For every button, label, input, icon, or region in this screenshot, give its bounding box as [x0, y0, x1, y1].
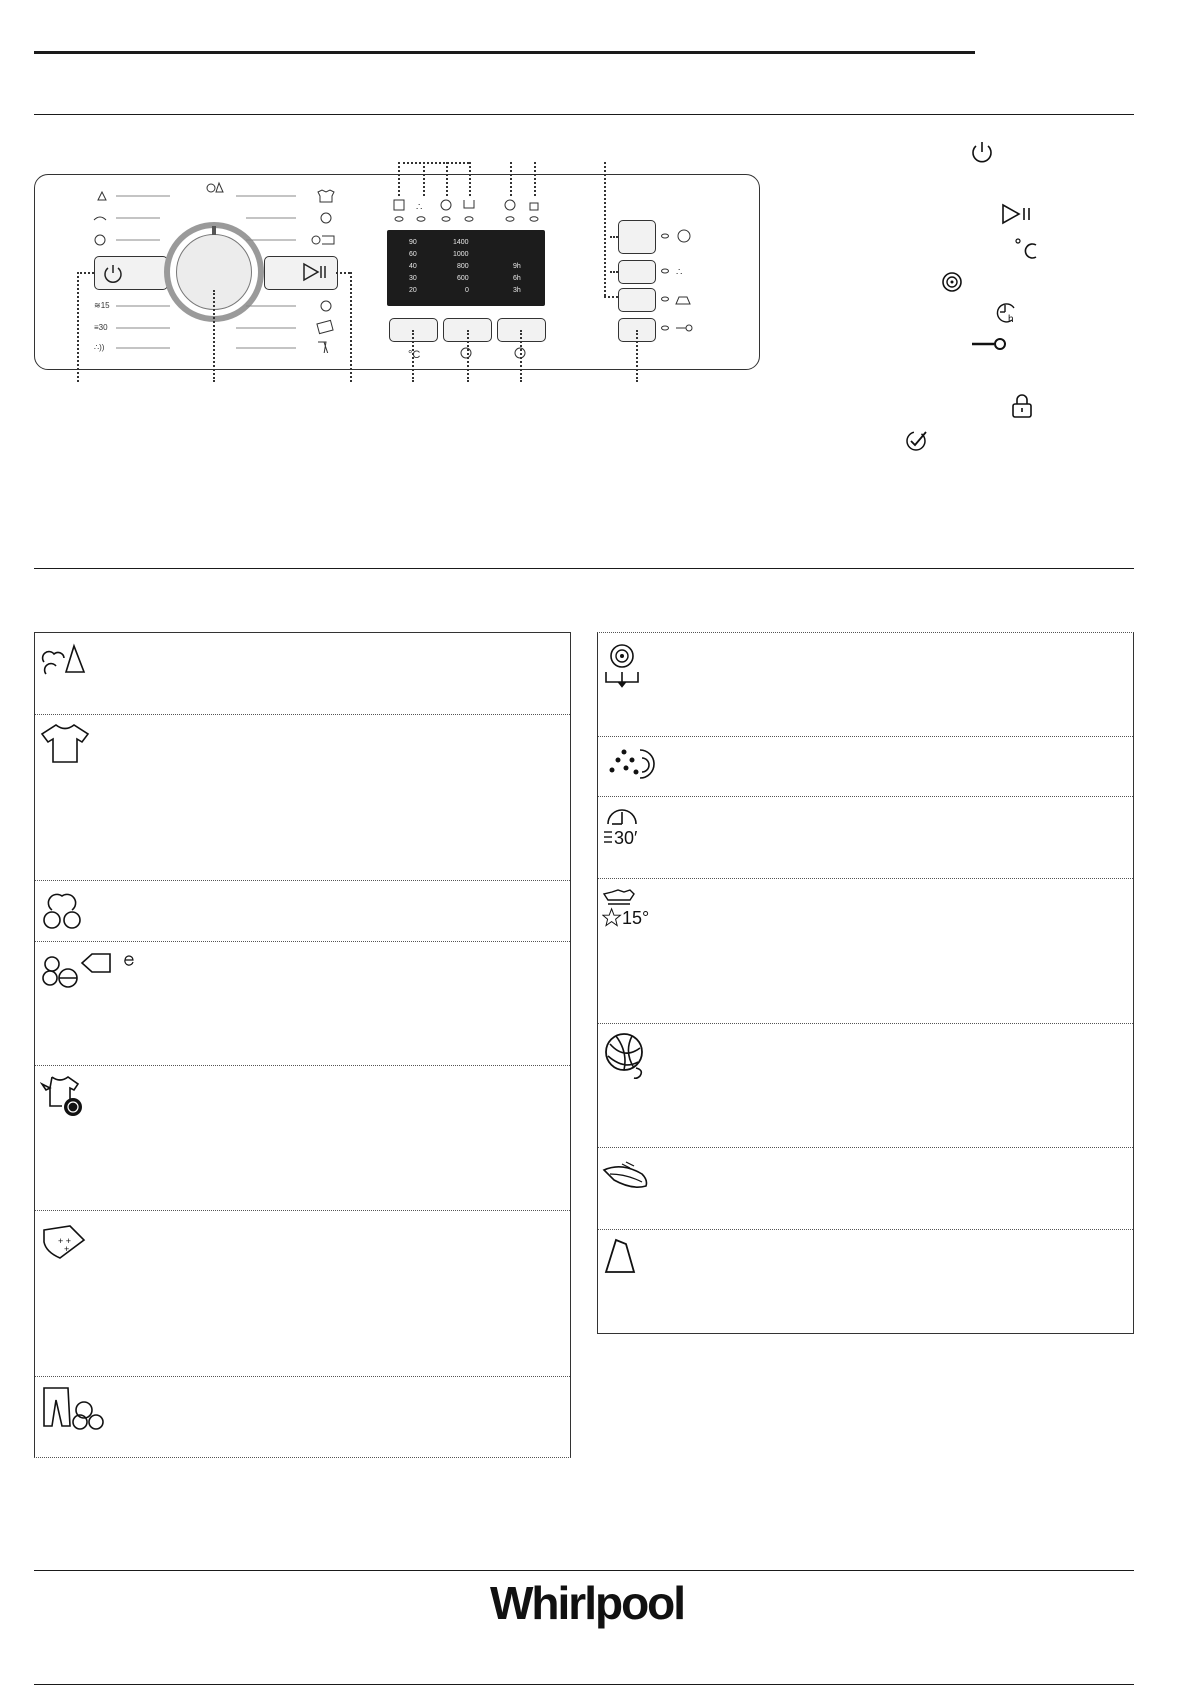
- callout-line: [534, 162, 536, 196]
- jeans-cotton-icon: [40, 1384, 108, 1430]
- svg-text:30′: 30′: [614, 828, 638, 848]
- spin-icon: [940, 270, 964, 294]
- start-pause-icon: [1001, 203, 1033, 225]
- callout-line: [610, 236, 618, 238]
- mixed-program-top-icon: [206, 180, 224, 194]
- svg-text:h: h: [1008, 314, 1014, 325]
- check-icon: [904, 427, 930, 453]
- spin-800: 800: [457, 263, 469, 270]
- status-indicators: [390, 196, 550, 224]
- power-icon: [970, 140, 994, 164]
- callout-line: [77, 272, 79, 382]
- callout-line: [398, 162, 400, 196]
- row-divider: [35, 1210, 570, 1211]
- delay-3h: 3h: [513, 287, 521, 294]
- cotton-icon: [40, 890, 84, 932]
- temp-30: 30: [409, 275, 417, 282]
- callout-line: [604, 296, 618, 298]
- footer-rule: [34, 1570, 1134, 1571]
- wool-icon: [602, 1030, 648, 1080]
- delay-9h: 9h: [513, 263, 521, 270]
- row-divider: [35, 941, 570, 942]
- callout-line: [467, 330, 469, 382]
- rapid-30-icon: [602, 804, 658, 848]
- spin-1000: 1000: [453, 251, 469, 258]
- temp-40: 40: [409, 263, 417, 270]
- spin-600: 600: [457, 275, 469, 282]
- svg-text:≋15: ≋15: [94, 301, 110, 310]
- row-divider: [598, 1023, 1133, 1024]
- dial-marker: [212, 226, 216, 235]
- spin-1400: 1400: [453, 239, 469, 246]
- callout-line: [604, 162, 606, 296]
- temp-60: 60: [409, 251, 417, 258]
- colours-icon: [40, 1074, 88, 1118]
- top-rule: [34, 51, 975, 54]
- callout-line: [77, 272, 94, 274]
- row-divider: [598, 878, 1133, 879]
- svg-text:15°: 15°: [622, 908, 650, 928]
- row-divider: [598, 1229, 1133, 1230]
- row-divider: [35, 1065, 570, 1066]
- synthetics-icon: [602, 1236, 638, 1276]
- delicates-icon: [602, 1160, 654, 1196]
- svg-text:+ +: + +: [58, 1236, 72, 1246]
- delay-icon: [994, 300, 1022, 326]
- callout-line: [412, 330, 414, 382]
- rinse-spin-icon: [602, 744, 668, 780]
- option-icons: [660, 224, 730, 336]
- button-icons-below: [400, 344, 540, 362]
- row-divider: [598, 1147, 1133, 1148]
- delay-6h: 6h: [513, 275, 521, 282]
- cold-15-icon: [602, 888, 658, 928]
- callout-line: [520, 330, 522, 382]
- svg-text:≡30: ≡30: [94, 323, 108, 332]
- callout-line: [336, 272, 350, 274]
- spin-drain-icon: [602, 642, 646, 690]
- section-rule-2: [34, 568, 1134, 569]
- callout-line: [423, 162, 425, 196]
- eco-cotton-icon: [40, 948, 144, 990]
- callout-line: [213, 290, 215, 382]
- svg-text:+: +: [64, 1244, 70, 1254]
- callout-line: [446, 162, 448, 196]
- section-rule-1: [34, 114, 1134, 115]
- option-button-3[interactable]: [618, 288, 656, 312]
- callout-line: [469, 162, 471, 196]
- option-button-2[interactable]: [618, 260, 656, 284]
- program-table-left: [34, 632, 571, 1458]
- option-button-1[interactable]: [618, 220, 656, 254]
- display-panel: [387, 230, 545, 306]
- shirt-icon: [40, 722, 90, 764]
- callout-line: [510, 162, 512, 196]
- callout-line: [350, 272, 352, 382]
- mixed-cotton-synthetic-icon: [40, 640, 88, 676]
- temp-20: 20: [409, 287, 417, 294]
- program-icons-left: [90, 188, 170, 353]
- row-divider: [598, 796, 1133, 797]
- key-icon: [970, 336, 1008, 352]
- bedding-icon: [40, 1222, 88, 1262]
- svg-text:°C: °C: [408, 349, 421, 361]
- svg-text:∴)): ∴)): [94, 343, 105, 352]
- svg-text:∴: ∴: [416, 202, 423, 213]
- temp-90: 90: [409, 239, 417, 246]
- row-divider: [35, 714, 570, 715]
- spin-0: 0: [465, 287, 469, 294]
- callout-line: [610, 271, 618, 273]
- row-divider: [598, 736, 1133, 737]
- temperature-icon: [1014, 236, 1040, 262]
- lock-icon: [1010, 393, 1034, 419]
- callout-line: [398, 162, 469, 164]
- svg-text:∴: ∴: [676, 267, 683, 278]
- callout-line: [636, 330, 638, 382]
- brand-logo: Whirlpool: [490, 1577, 685, 1629]
- row-divider: [35, 880, 570, 881]
- row-divider: [35, 1376, 570, 1377]
- program-icons-right: [236, 188, 346, 353]
